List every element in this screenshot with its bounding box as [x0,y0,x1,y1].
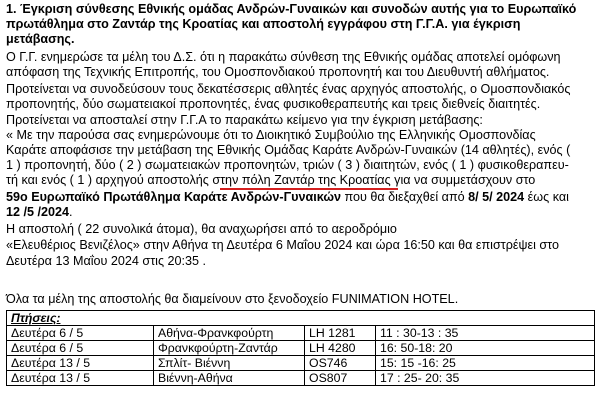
quote-text: . [69,205,73,219]
paragraph-line: Όλα τα μέλη της αποστολής θα διαμείνουν στο ξενοδοχείο FUNIMATION HOTEL. [6,292,459,306]
table-row [7,326,595,341]
quote-line: « Με την παρούσα σας ενημερώνουμε ότι το Διοικητικό Συμβούλιο της Ελληνικής Ομοσπονδίας [6,128,536,142]
flight-day: Δευτέρα 13 / 5 [7,356,154,371]
section-heading-line-2: πρωτάθλημα στο Ζαντάρ της Κροατίας και αποστολή εγγράφου στη Γ.Γ.Α. για έγκριση [6,17,521,31]
flight-route: Βιέννη-Αθήνα [154,371,305,386]
flight-code: OS746 [305,356,376,371]
flight-route: Αθήνα-Φρανκφούρτη [154,326,305,341]
paragraph-line: Προτείνεται να αποσταλεί στην Γ.Γ.Α το παρακάτω κείμενο για την έγκριση μετάβασης: [6,113,483,127]
flight-time: 15: 15 -16: 25 [376,356,595,371]
section-heading-line-3: μετάβασης. [6,32,75,46]
table-row [7,371,595,386]
paragraph-line: Δευτέρα 13 Μαΐου 2024 στις 20:35 . [6,254,207,268]
paragraph-line: Η αποστολή ( 22 συνολικά άτομα), θα αναχωρήσει από το αεροδρόμιο [6,222,397,236]
paragraph-line: προπονητής, δύο σωματειακοί προπονητές, ένας φυσικοθεραπευτής και τρεις διεθνείς διαιτητές. [6,97,541,111]
flights-table [6,310,595,386]
paragraph-line: «Ελευθέριος Βενιζέλος» στην Αθήνα τη Δευτέρα 6 Μαΐου 2024 και ώρα 16:50 και θα επιστρέψει στο [6,238,559,252]
quote-text: έως και [524,190,569,204]
flight-code: LH 1281 [305,326,376,341]
flight-day: Δευτέρα 6 / 5 [7,341,154,356]
flight-route: Φρανκφούρτη-Ζαντάρ [154,341,305,356]
paragraph-line: Ο Γ.Γ. ενημερώσε τα μέλη του Δ.Σ. ότι η παρακάτω σύνθεση της Εθνικής ομάδας αποτελεί ομόφωνη [6,50,561,64]
flight-time: 17 : 25- 20: 35 [376,371,595,386]
flight-code: OS807 [305,371,376,386]
quote-line-championship [6,190,569,205]
flight-code: LH 4280 [305,341,376,356]
end-date: 12 /5 /2024 [6,205,70,219]
start-date: 8/ 5/ 2024 [468,190,525,204]
flight-route: Σπλίτ- Βιέννη [154,356,305,371]
quote-text: που θα διεξαχθεί από [340,190,469,204]
quote-line: Καράτε αποφάσισε την μετάβαση της Εθνικής Ομάδας Καράτε Ανδρών-Γυναικών (14 αθλητές), ενός ( [6,143,571,157]
paragraph-line: απόφαση της Τεχνικής Επιτροπής, του Ομοσπονδιακού προπονητή και του Διευθυντή αθλήματος. [6,65,550,79]
table-header-row [7,311,595,326]
flight-time: 16: 50-18: 20 [376,341,595,356]
table-row [7,341,595,356]
flight-day: Δευτέρα 6 / 5 [7,326,154,341]
quote-line-end-date [6,205,73,220]
championship-name: 59ο Ευρωπαϊκό Πρωτάθλημα Καράτε Ανδρών-Γυναικών [6,190,341,204]
section-heading-line-1: 1. Έγκριση σύνθεσης Εθνικής ομάδας Ανδρών-Γυναικών και συνοδών αυτής για το Ευρωπαϊκό [6,2,577,16]
quote-line: τή και ενός ( 1 ) αρχηγού αποστολής στην πόλη Ζαντάρ της Κροατίας για να συμμετάσχουν στο [6,173,536,187]
paragraph-line: Προτείνεται να συνοδεύσουν τους δεκατέσσερις αθλητές ένας αρχηγός αποστολής, ο Ομοσπονδιακός [6,82,571,96]
flight-day: Δευτέρα 13 / 5 [7,371,154,386]
flight-time: 11 : 30-13 : 35 [376,326,595,341]
table-row [7,356,595,371]
quote-line: 1 ) προπονητή, δύο ( 2 ) σωματειακών προπονητών, τριών ( 3 ) διαιτητών, ενός ( 1 ) φυσικοθεραπευ- [6,158,569,172]
flights-header: Πτήσεις: [7,311,595,326]
